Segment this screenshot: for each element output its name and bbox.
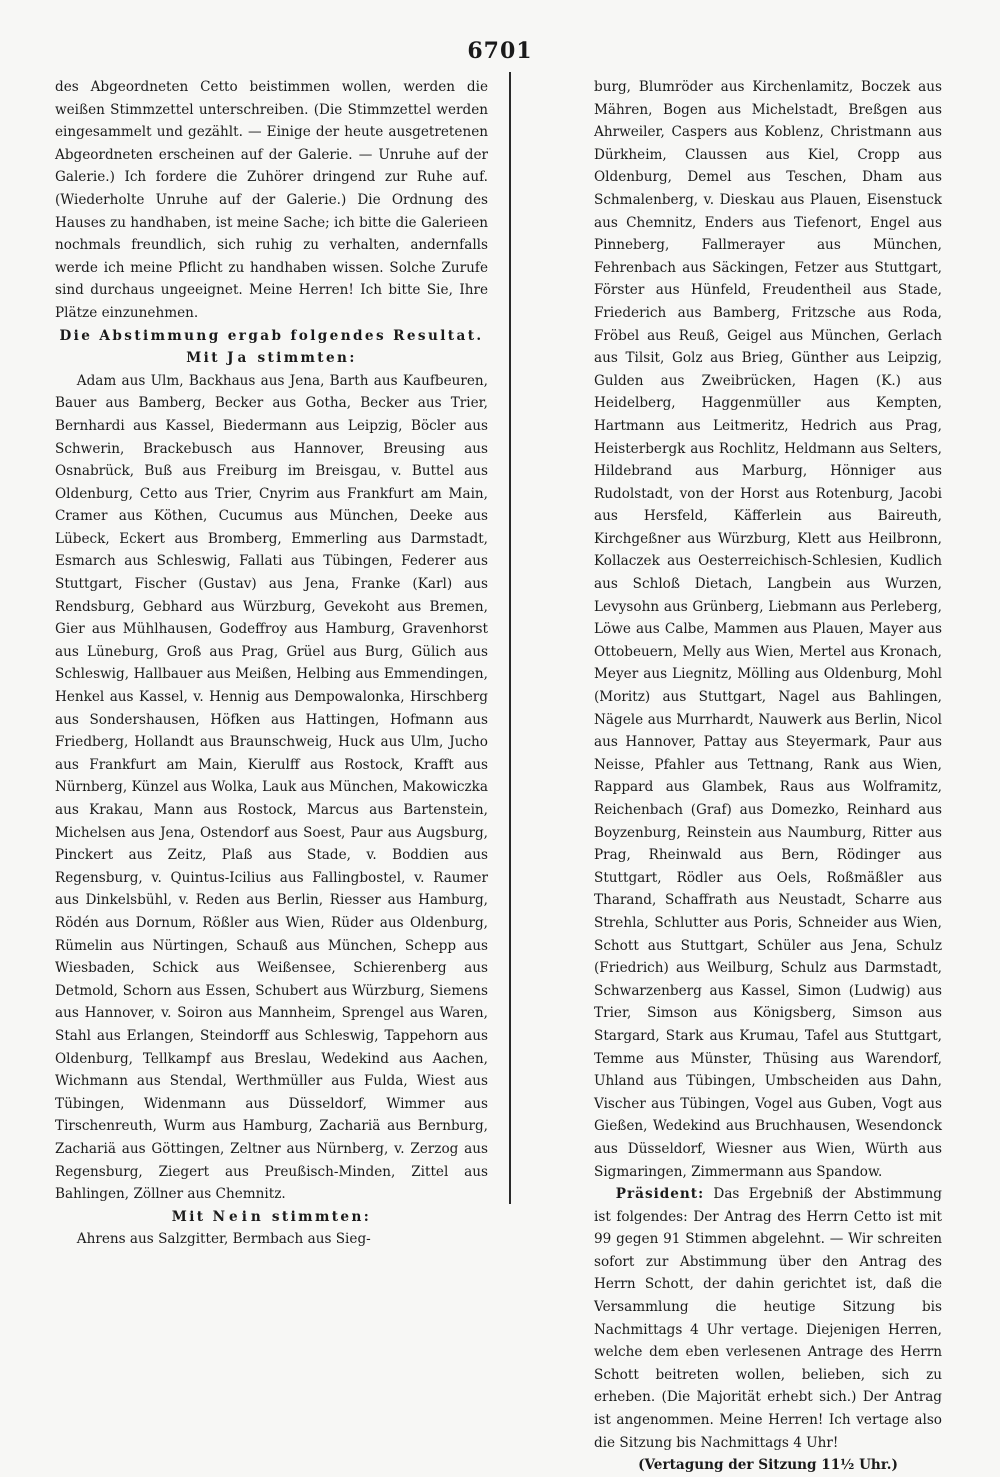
nein-heading-post: stimmten: [264, 1208, 372, 1225]
nein-names-start: Ahrens aus Salzgitter, Bermbach aus Sieg- [76, 1231, 371, 1248]
nein-heading-emphasis: Nein [212, 1208, 265, 1225]
nein-heading-pre: Mit [171, 1208, 213, 1225]
president-label: Präsident: [615, 1186, 705, 1203]
right-column [594, 76, 942, 1477]
president-text: Das Ergebniß der Abstimmung ist folgendes: Der Antrag des Herrn Cetto ist mit 99 gegen 91 Stimmen abgelehnt. — Wir schreiten sofort zur Abstimmung über den Antrag des Herrn Schott, der dahin gerichtet ist, daß die Versammlung die heutige Sitzung bis Nachmittags 4 Uhr vertage. Diejenigen Herren, welche dem eben verlesenen Antrage des Herrn Schott beitreten wollen, belieben, sich zu erheben. (Die Majorität erhebt sich.) Der Antrag ist angenommen. Meine Herren! Ich vertage also die Sitzung bis Nachmittags 4 Uhr! [594, 1186, 942, 1451]
ja-names-list: Adam aus Ulm, Backhaus aus Jena, Barth aus Kaufbeuren, Bauer aus Bamberg, Becker aus Gotha, Becker aus Trier, Bernhardi aus Kassel, Biedermann aus Leipzig, Böcler aus Schwerin, Brackebusch aus Hannover, Breusing aus Osnabrück, Buß aus Freiburg im Breisgau, v. Buttel aus Oldenburg, Cetto aus Trier, Cnyrim aus Frankfurt am Main, Cramer aus Köthen, Cucumus aus München, Deeke aus Lübeck, Eckert aus Bromberg, Emmerling aus Darmstadt, Esmarch aus Schleswig, Fallati aus Tübingen, Federer aus Stuttgart, Fischer (Gustav) aus Jena, Franke (Karl) aus Rendsburg, Gebhard aus Würzburg, Gevekoht aus Bremen, Gier aus Mühlhausen, Godeffroy aus Hamburg, Gravenhorst aus Lüneburg, Groß aus Prag, Grüel aus Burg, Gülich aus Schleswig, Hallbauer aus Meißen, Helbing aus Emmendingen, Henkel aus Kassel, v. Hennig aus Dempowalonka, Hirschberg aus Sondershausen, Höfken aus Hattingen, Hofmann aus Friedberg, Hollandt aus Braunschweig, Huck aus Ulm, Jucho aus Frankfurt am Main, Kierulff aus Rostock, Krafft aus Nürnberg, Künzel aus Wolka, Lauk aus München, Makowiczka aus Krakau, Mann aus Rostock, Marcus aus Bartenstein, Michelsen aus Jena, Ostendorf aus Soest, Paur aus Augsburg, Pinckert aus Zeitz, Plaß aus Stade, v. Boddien aus Regensburg, v. Quintus-Icilius aus Fallingbostel, v. Raumer aus Dinkelsbühl, v. Reden aus Berlin, Riesser aus Hamburg, Rödén aus Dornum, Rößler aus Wien, Rüder aus Oldenburg, Rümelin aus Nürtingen, Schauß aus München, Schepp aus Wiesbaden, Schick aus Weißensee, Schierenberg aus Detmold, Schorn aus Essen, Schubert aus Würzburg, Siemens aus Hannover, v. Soiron aus Mannheim, Sprengel aus Waren, Stahl aus Erlangen, Steindorff aus Schleswig, Tappehorn aus Oldenburg, Tellkampf aus Breslau, Wedekind aus Aachen, Wichmann aus Stendal, Werthmüller aus Fulda, Wiest aus Tübingen, Widenmann aus Düsseldorf, Wimmer aus Tirschenreuth, Wurm aus Hamburg, Zachariä aus Bernburg, Zachariä aus Göttingen, Zeltner aus Nürnberg, v. Zerzog aus Regensburg, Ziegert aus Preußisch-Minden, Zittel aus Bahlingen, Zöllner aus Chemnitz. [55, 372, 488, 1203]
ja-heading-pre: Mit [186, 350, 228, 367]
page-number: 6701 [467, 38, 533, 64]
ja-heading [55, 347, 488, 370]
session-adjournment: (Vertagung der Sitzung 11½ Uhr.) [638, 1457, 898, 1474]
column-divider [509, 72, 511, 1204]
result-heading: Die Abstimmung ergab folgendes Resultat. [59, 327, 484, 344]
ja-heading-post: stimmten: [250, 350, 357, 367]
nein-heading [55, 1206, 488, 1229]
nein-names-continued: burg, Blumröder aus Kirchenlamitz, Boczek aus Mähren, Bogen aus Michelstadt, Breßgen aus Ahrweiler, Caspers aus Koblenz, Christmann aus Dürkheim, Claussen aus Kiel, Cropp aus Oldenburg, Demel aus Teschen, Dham aus Schmalenberg, v. Dieskau aus Plauen, Eisenstuck aus Chemnitz, Enders aus Tiefenort, Engel aus Pinneberg, Fallmerayer aus München, Fehrenbach aus Säckingen, Fetzer aus Stuttgart, Förster aus Hünfeld, Freudentheil aus Stade, Friederich aus Bamberg, Fritzsche aus Roda, Fröbel aus Reuß, Geigel aus München, Gerlach aus Tilsit, Golz aus Brieg, Günther aus Leipzig, Gulden aus Zweibrücken, Hagen (K.) aus Heidelberg, Haggenmüller aus Kempten, Hartmann aus Leitmeritz, Hedrich aus Prag, Heisterbergk aus Rochlitz, Heldmann aus Selters, Hildebrand aus Marburg, Hönniger aus Rudolstadt, von der Horst aus Rotenburg, Jacobi aus Hersfeld, Käfferlein aus Baireuth, Kirchgeßner aus Würzburg, Klett aus Heilbronn, Kollaczek aus Oesterreichisch-Schlesien, Kudlich aus Schloß Dietach, Langbein aus Wurzen, Levysohn aus Grünberg, Liebmann aus Perleberg, Löwe aus Calbe, Mammen aus Plauen, Mayer aus Ottobeuern, Melly aus Wien, Mertel aus Kronach, Meyer aus Liegnitz, Mölling aus Oldenburg, Mohl (Moritz) aus Stuttgart, Nagel aus Bahlingen, Nägele aus Murrhardt, Nauwerk aus Berlin, Nicol aus Hannover, Pattay aus Steyermark, Paur aus Neisse, Pfahler aus Tettnang, Rank aus Wien, Rappard aus Glambek, Raus aus Wolframitz, Reichenbach (Graf) aus Domezko, Reinhard aus Boyzenburg, Reinstein aus Naumburg, Ritter aus Prag, Rheinwald aus Bern, Rödinger aus Stuttgart, Rödler aus Oels, Roßmäßler aus Tharand, Schaffrath aus Neustadt, Scharre aus Strehla, Schlutter aus Poris, Schneider aus Wien, Schott aus Stuttgart, Schüler aus Jena, Schulz (Friedrich) aus Weilburg, Schulz aus Darmstadt, Schwarzenberg aus Kassel, Simon (Ludwig) aus Trier, Simson aus Königsberg, Simson aus Stargard, Stark aus Krumau, Tafel aus Stuttgart, Temme aus Münster, Thüsing aus Warendorf, Uhland aus Tübingen, Umbscheiden aus Dahn, Vischer aus Tübingen, Vogel aus Guben, Vogt aus Gießen, Wedekind aus Bruchhausen, Wesendonck aus Düsseldorf, Wiesner aus Wien, Würth aus Sigmaringen, Zimmermann aus Spandow. [594, 79, 942, 1180]
intro-paragraph: des Abgeordneten Cetto beistimmen wollen, werden die weißen Stimmzettel unterschreiben. (Die Stimmzettel werden eingesammelt und gezählt. — Einige der heute ausgetretenen Abgeordneten erscheinen auf der Galerie. — Unruhe auf der Galerie.) Ich fordere die Zuhörer dringend zur Ruhe auf. (Wiederholte Unruhe auf der Galerie.) Die Ordnung des Hauses zu handhaben, ist meine Sache; ich bitte die Galerieen nochmals freundlich, sich ruhig zu verhalten, andernfalls werde ich meine Pflicht zu handhaben wissen. Solche Zurufe sind durchaus ungeeignet. Meine Herren! Ich bitte Sie, Ihre Plätze einzunehmen. [55, 79, 488, 321]
left-column [55, 76, 488, 1251]
ja-heading-emphasis: Ja [227, 350, 251, 367]
president-paragraph [594, 1183, 942, 1454]
